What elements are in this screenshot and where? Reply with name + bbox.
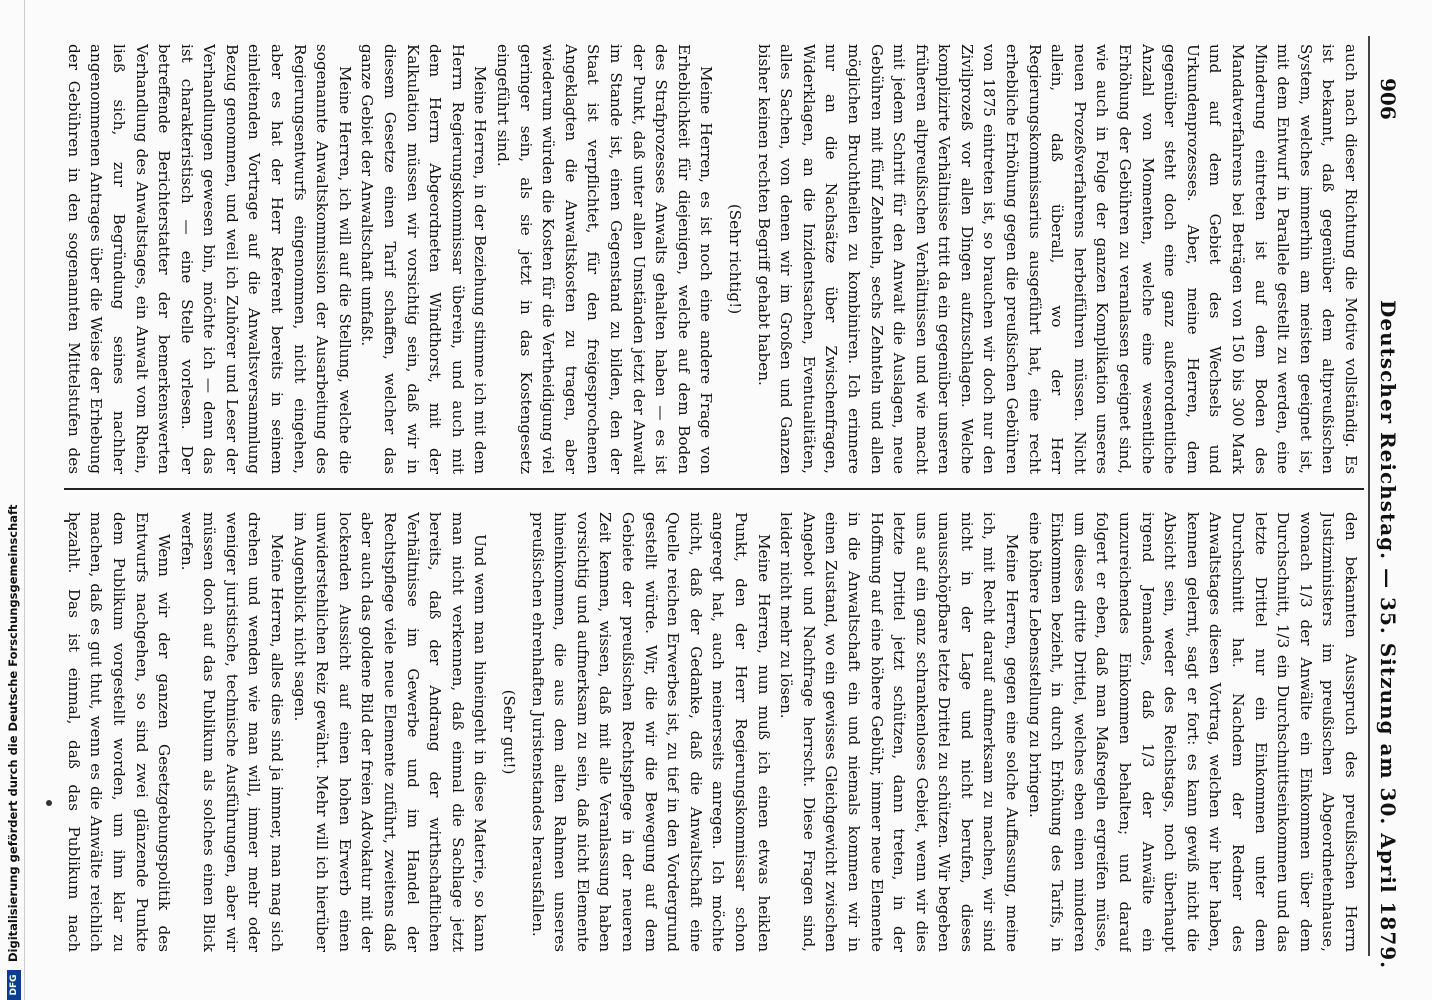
interjection: (Sehr richtig!) [725, 203, 744, 315]
paragraph: Meine Herren, ich will auf die Stellung, welche die sogenannte Anwaltskommission der Ausarbeitung des Regierungsentwurfs eingenommen, nicht eingehen, aber es hat der Herr Referent bereits in seinem einleitenden Vortrage auf die Anwaltsversammlung Bezug genommen, und weil ich Zuhörer und Leser der Verhandlungen gewesen bin, möchte ich — denn das ist charakteristisch — eine Stelle vorlesen. Der betreffende Berichterstatter der bemerkenswerten Verhandlung des Anwaltstages, ein Anwalt vom Rhein, ließ sich, zur Begründung seines nachher angenommenen Antrages über die Weise der Erhebung der Gebühren in den sogenannten Mittelstufen des [64, 44, 354, 474]
paragraph: Meine Herren, nun muß ich einen etwas heiklen Punkt, den der Herr Regierungskommissar schon angeregt hat, auch meinerseits anregen. Ich möchte nicht, daß der Gedanke, daß die Anwaltschaft eine Quelle reichen Erwerbes ist, zu tief in den Vordergrund gestellt würde. Wir, die wir die Bewegung auf dem Gebiete der preußischen Rechtspflege in der neueren Zeit kennen, wissen, daß mit alle Veranlassung haben vorsichtig und aufmerksam zu sein, daß nicht Elemente hineinkommen, die aus dem alten Rahmen unseres preußischen ehrenhaften Juristenstandes herausfallen. [528, 512, 773, 952]
left-column [62, 44, 1362, 474]
header-rule [1369, 36, 1371, 956]
paragraph: Und wenn man hineingeht in diese Materie, so kann man nicht verkennen, daß einmal die Sachlage jetzt bereits, daß der Andrang der wirthschaftlichen Verhältnisse im Gewerbe und im Handel der Rechtspflege viele neue Elemente zuführt, zweitens daß aber auch das goldene Bild der freien Advokatur mit der lockenden Aussicht auf einen hohen Erwerb einen unwiderstehlichen Reiz gewährt. Mehr will ich hierüber im Augenblick nicht sagen. [290, 512, 490, 952]
page-header [1364, 30, 1404, 970]
column-divider [64, 488, 1364, 490]
running-title: Deutscher Reichstag. — 35. Sitzung am 30. April 1879. [1376, 300, 1400, 970]
paragraph: Meine Herren, in der Beziehung stimme ich mit dem Herrn Regierungskommissar überein, und auch mit dem Herrn Abgeordneten Windthorst, mit der Kalkulation müssen wir vorsichtig sein, daß wir in diesem Gesetze einen Tarif schaffen, welcher das ganze Gebiet der Anwaltschaft umfaßt. [358, 44, 490, 474]
paragraph: Meine Herren, gegen eine solche Auffassung, meine ich, mit Recht darauf aufmerksam zu machen, wir sind nicht in der Lage und nicht berufen, dieses unausschöpfbare letzte Drittel zu schützen. Wir begeben uns auf ein ganz schrankenloses Gebiet, wenn wir dies letzte Drittel jetzt schützen, dann treten, in der Hoffnung auf eine höhere Gebühr, immer neue Elemente in die Anwaltschaft ein und niemals kommen wir in einen Zustand, wo ein gewisses Gleichgewicht zwischen Angebot und Nachfrage herrscht. Diese Fragen sind, leider nicht mehr zu lösen. [777, 512, 1022, 952]
paragraph: Wenn wir der ganzen Gesetzgebungspolitik des Entwurfs nachgehen, so sind zwei glänzende Punkte dem Publikum vorgestellt worden, um ihm klar zu machen, daß es gut thut, wenn es die Anwälte reichlich bezahlt. Das ist einmal, daß das Publikum nach [64, 512, 174, 952]
paragraph: Meine Herren, es ist noch eine andere Frage von Erheblichkeit für diejenigen, welche auf dem Boden des Strafprozesses Anwalts gehalten haben — es ist der Punkt, daß unter allen Umständen jetzt der Anwalt im Stande ist, einen Gegenstand zu bilden, den der Staat ist verpflichtet, für den freigesprochenen Angeklagten die Anwaltskosten zu tragen, aber wiederum würden die Kosten für die Vertheidigung viel geringer sein, als sie jetzt in das Kostengesetz eingeführt sind. [494, 44, 716, 474]
page-number: 906 [1376, 78, 1400, 120]
paragraph: Meine Herren, alles dies sind ja immer, man mag sich drehen und wenden wie man will, immer mehr oder weniger juristische, technische Ausführungen, aber wir müssen doch auf das Publikum als solches einen Blick werfen. [177, 512, 287, 952]
dfg-logo-icon: DFG [7, 970, 21, 1000]
paragraph: auch nach dieser Richtung die Motive vollständig. Es ist bekannt, daß gegenüber dem altpreußischen System, welches immerhin am meisten geeignet ist, mit dem Entwurf in Parallele gestellt zu werden, eine Minderung eintreten ist auf dem Boden des Mandatverfahrens bei Beträgen von 150 bis 300 Mark und auf dem Gebiet des Wechsels und Urkundenprozesses. Aber, meine Herren, dem gegenüber steht doch eine ganz außerordentliche Anzahl von Momenten, welche eine wesentliche Erhöhung der Gebühren zu veranlassen geeignet sind, wie auch in Folge der ganzen Komplikation unseres neuen Prozeßverfahrens herbeiführen müssen. Nicht allein, daß überall, wo der Herr Regierungskommissarius ausgeführt hat, eine recht erhebliche Erhöhung gegen die preußischen Gebühren von 1875 eintreten ist, so brauchen wir doch nur den Zivilprozeß vor allen Dingen aufzuschlagen. Welche komplizirte Verhältnisse tritt da ein gegenüber unseren früheren altpreußischen Verhältnissen und wie macht mit jedem Schritt für den Anwalt die Auslagen, neue Gebühren mit fünf Zehnteln, sechs Zehnteln und allen möglichen Bruchtheilen zu kombiniren. Ich erinnere nur an die Nachsätze über Zwischenfragen, Widerklagen, an die Inzidentsachen, Eventualitäten, alles Sachen, von denen wir im Großen und Ganzen bisher keinen rechten Begriff gehabt haben. [754, 44, 1360, 474]
interjection: (Sehr gut!) [500, 689, 519, 775]
right-column [62, 512, 1362, 952]
credit-text: Digitalisierung gefördert durch die Deutsche Forschungsgemeinschaft [6, 504, 20, 962]
paragraph: den bekannten Ausspruch des preußischen Herrn Justizministers im preußischen Abgeordnetenhause, wonach 1/3 der Anwälte ein Einkommen über dem Durchschnitt, 1/3 ein Durchschnittseinkommen und das letzte Drittel nur ein Einkommen unter dem Durchschnitt hat. Nachdem der Redner des Anwaltstages diesen Vortrag, welchen wir hier haben, kennen gelernt, sagt er fort: es kann gewiß nicht die Absicht sein, weder des Reichstags, noch überhaupt irgend Jemandes, daß 1/3 der Anwälte ein unzureichendes Einkommen behalten; und darauf folgert er eben, daß man Maßregeln ergreifen müsse, um dieses dritte Drittel, welches eben einen minderen Einkommen bezieht, in durch Erhöhung des Tarifs, in eine höhere Lebensstellung zu bringen. [1025, 512, 1360, 952]
